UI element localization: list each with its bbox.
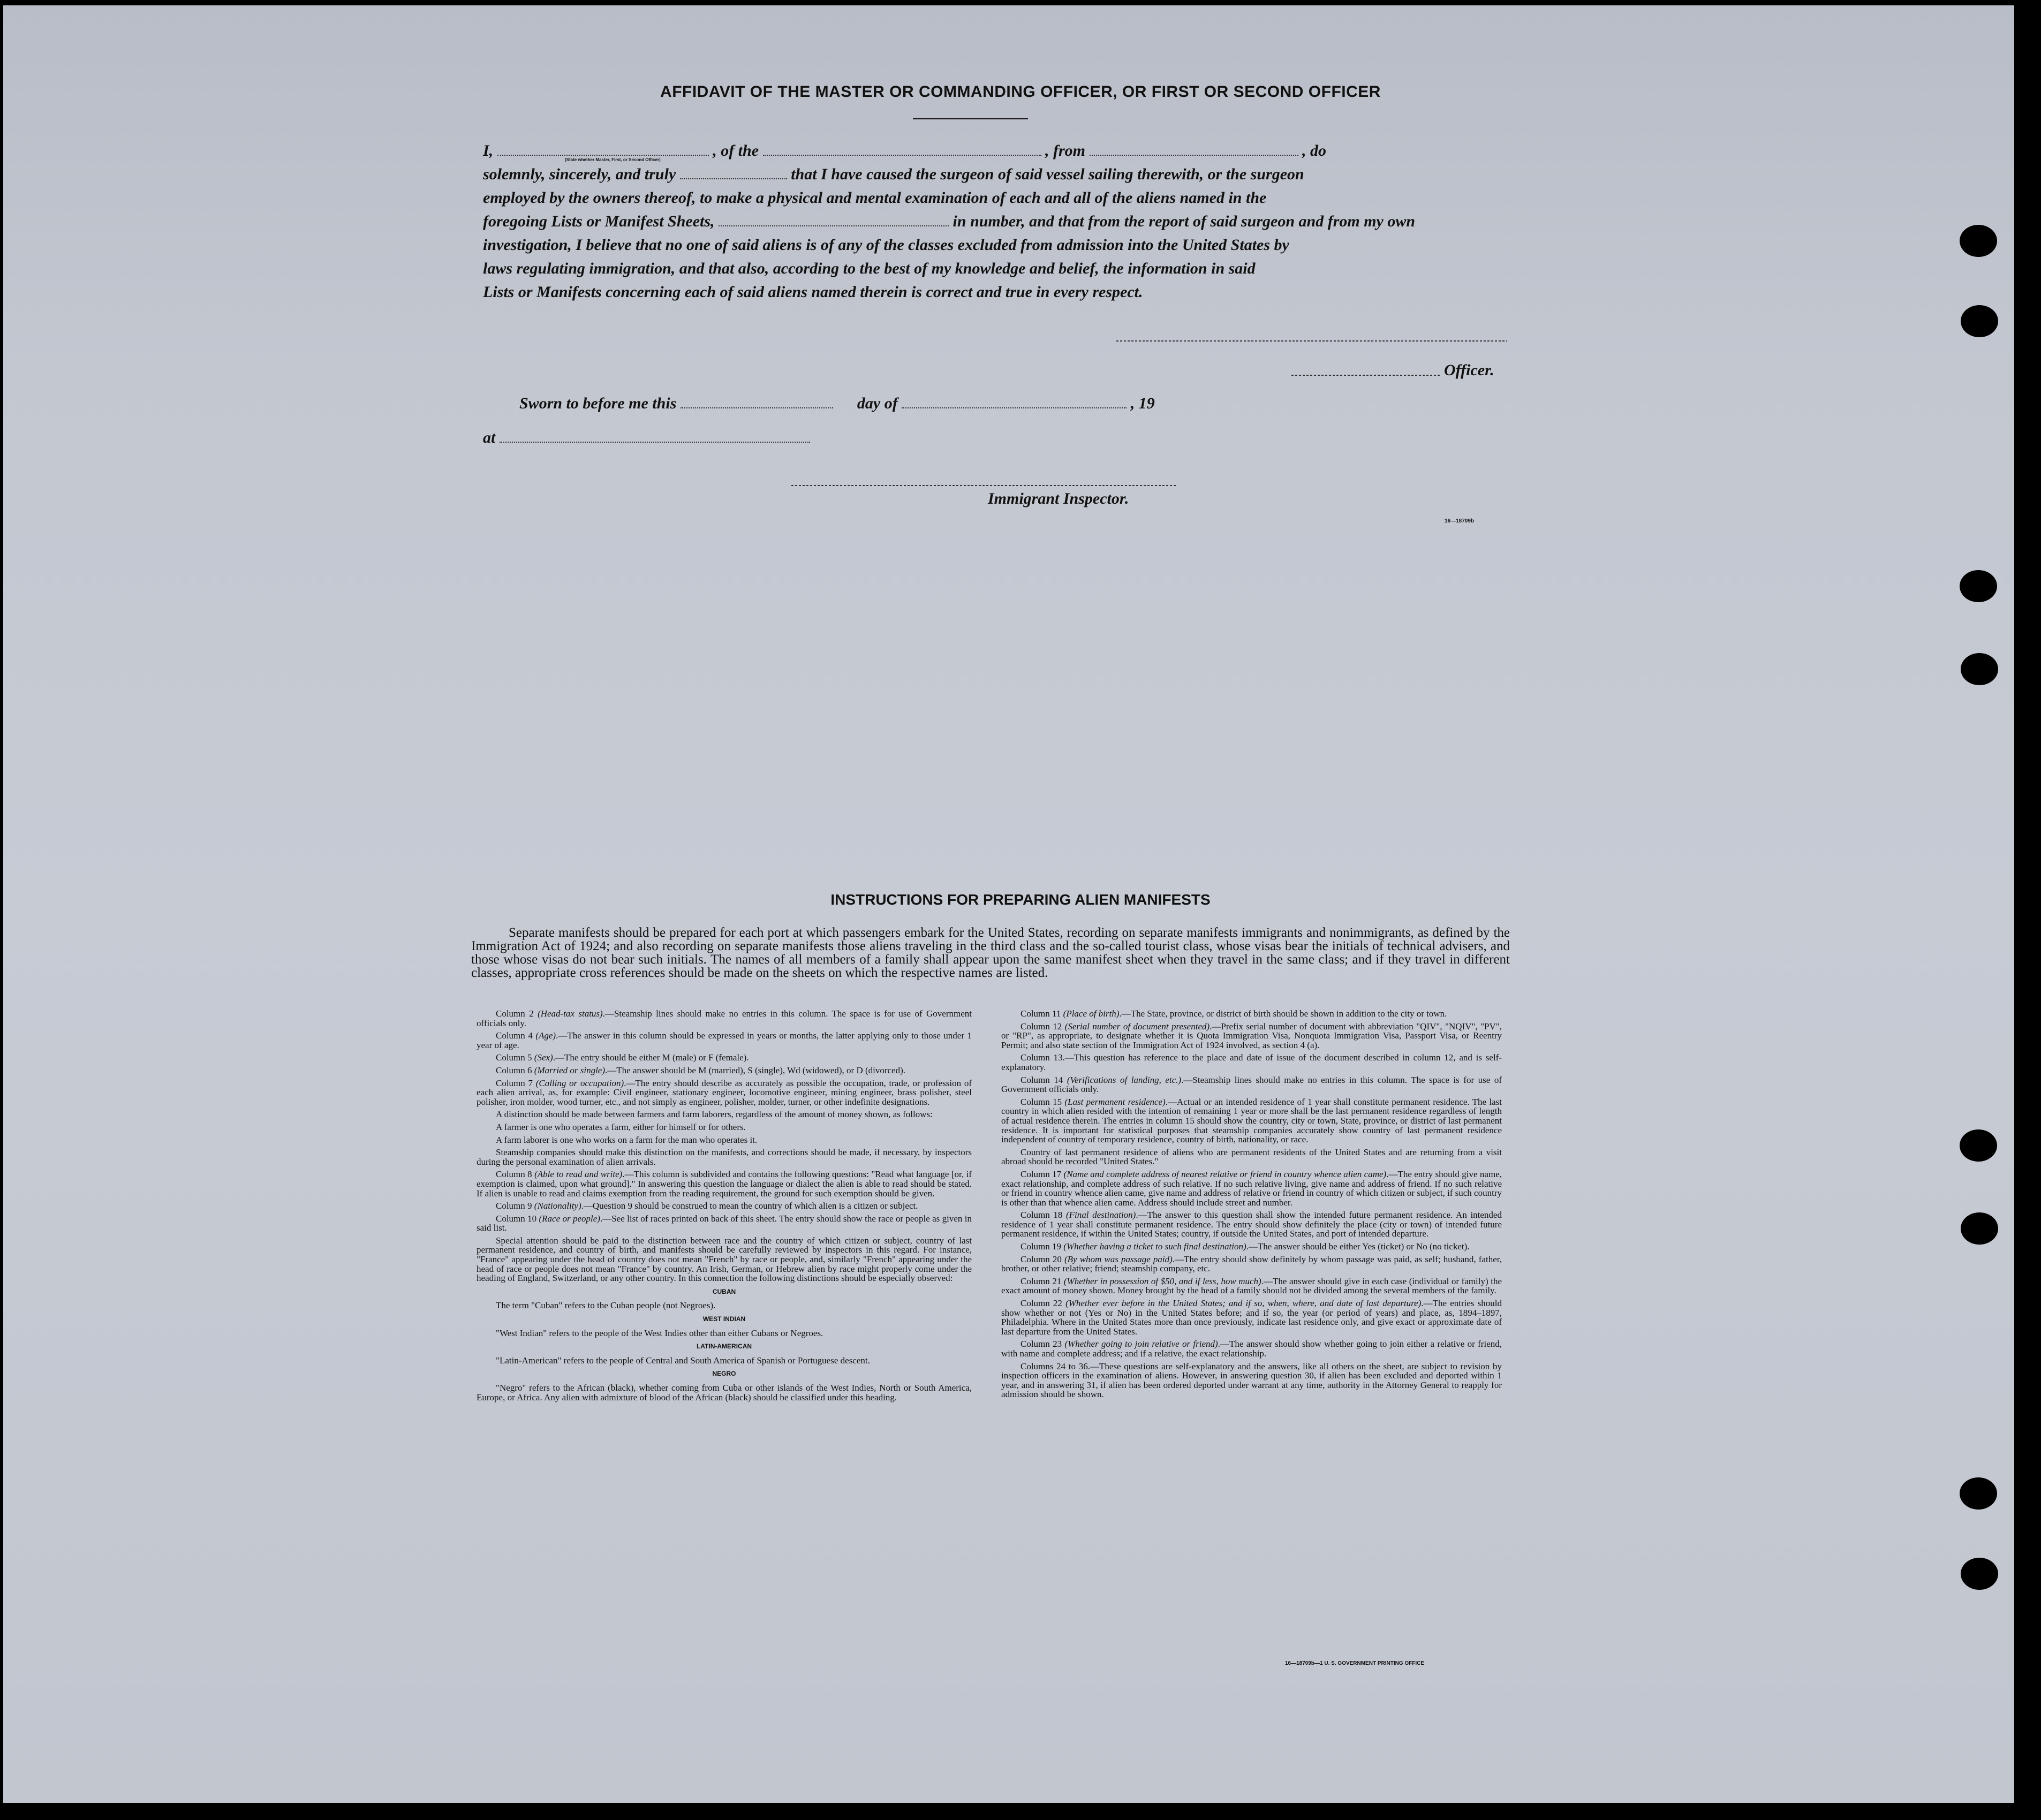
instruction-paragraph: "West Indian" refers to the people of the West Indies other than either Cubans or Negroes. [496, 1328, 823, 1338]
affidavit-of-the: , of the [713, 142, 759, 160]
affidavit-text: Sworn to before me this [519, 395, 677, 412]
affidavit-text: solemnly, sincerely, and truly [483, 165, 676, 183]
paragraph-heading: Column 6 (Married or single). [496, 1065, 608, 1075]
instruction-paragraph [1001, 1210, 1502, 1239]
instruction-paragraph [477, 1170, 972, 1198]
affidavit-line-6: laws regulating immigration, and that also, according to the best of my knowledge and belief, the information in said [483, 260, 1256, 277]
instruction-paragraph [1001, 1148, 1502, 1166]
instruction-paragraph [477, 1053, 972, 1063]
affidavit-text: day of [857, 395, 898, 412]
paragraph-text: —Actual or an intended residence of 1 year shall constitute permanent residence. The last country in which alien resided with the intention of remaining 1 year or more shall be the last permanent residence regardless of length of actual residence therein. The entries in column 15 should show the country, city or town, State, province, or district of last permanent residence. It is important for statistical purposes that steamship companies accurately show country of last permanent residence independent of country of temporary residence, country of birth, nationality, or race. [1001, 1096, 1502, 1145]
instruction-paragraph [477, 1066, 972, 1075]
vessel-name-blank [763, 142, 1041, 156]
at-place-blank [500, 429, 810, 443]
paragraph-text: A distinction should be made between farmers and farm laborers, regardless of the amount of money shown, as follows: [496, 1109, 933, 1120]
instructions-title: INSTRUCTIONS FOR PREPARING ALIEN MANIFESTS [830, 891, 1211, 908]
officer-rank-note: (State whether Master, First, or Second Officer) [565, 157, 661, 162]
instruction-paragraph [477, 1214, 972, 1233]
affidavit-i: I, [483, 142, 494, 160]
affidavit-line-4 [483, 210, 1511, 233]
instruction-paragraph [1001, 1053, 1502, 1072]
paragraph-text: —Question 9 should be construed to mean the country of which alien is a citizen or subject. [583, 1201, 918, 1211]
signature-line [1116, 340, 1507, 342]
affidavit-text: foregoing Lists or Manifest Sheets, [483, 213, 715, 230]
instruction-paragraph [1001, 1022, 1502, 1050]
paragraph-text: —These questions are self-explanatory and the answers, like all others on the sheet, are subject to revision by inspection officers in the examination of aliens. However, in answering question 30, if alien has been excluded and deported within 1 year, and in answering 31, if alien has been ordered deported under warrant at any time, authority in the Attorney General to reapply for admission should be shown. [1001, 1361, 1502, 1400]
officer-label: Officer. [1444, 361, 1494, 379]
paragraph-heading: Column 21 (Whether in possession of $50, and if less, how much). [1021, 1276, 1264, 1286]
instruction-paragraph: The term "Cuban" refers to the Cuban people (not Negroes). [496, 1300, 716, 1311]
binder-hole [1961, 305, 1998, 337]
instruction-paragraph [477, 1123, 972, 1132]
affidavit-text: , 19 [1130, 395, 1155, 412]
affidavit-title: AFFIDAVIT OF THE MASTER OR COMMANDING OFFICER, OR FIRST OR SECOND OFFICER [660, 83, 1381, 101]
instruction-paragraph [1001, 1170, 1502, 1207]
affidavit-line-2 [483, 163, 1511, 186]
paragraph-heading: Column 10 (Race or people). [496, 1213, 603, 1224]
paragraph-text: Steamship companies should make this distinction on the manifests, and corrections should be made, if necessary, by inspectors during the personal examination of alien arrivals. [477, 1147, 972, 1167]
intro-text: Separate manifests should be prepared for each port at which passengers embark for the United States, recording on separate manifests immigrants and nonimmigrants, as defined by the Immigration Act of 1924; and also recording on separate manifests those aliens traveling in the third class and the so-called tourist class, whose visas bear the initials of technical advisers, and those whose visas do not bear such initials. The names of all members of a family shall appear upon the same manifest sheet when they travel in the same class; and if they travel in different classes, appropriate cross references should be made on the sheets on which the respective names are listed. [471, 926, 1510, 980]
paragraph-text: —See list of races printed on back of this sheet. The entry should show the race or people as given in said list. [477, 1213, 972, 1233]
paragraph-heading: Column 18 (Final destination). [1021, 1210, 1138, 1220]
paragraph-text: —The answer should give in each case (individual or family) the exact amount of money shown. Money brought by the head of a family should not be divided among the several members of the family. [1001, 1276, 1502, 1296]
paragraph-heading: Column 2 (Head-tax status). [496, 1008, 605, 1019]
affidavit-do: , do [1302, 142, 1327, 160]
affidavit-from: , from [1045, 142, 1086, 160]
form-reference: 16—18709b [1445, 518, 1475, 524]
instruction-paragraph [1001, 1339, 1502, 1358]
paragraph-text: Country of last permanent residence of aliens who are permanent residents of the United States and are returning from a visit abroad should be recorded "United States." [1001, 1147, 1502, 1167]
subheading-cuban: CUBAN [712, 1287, 736, 1295]
inspector-label: Immigrant Inspector. [988, 490, 1129, 507]
instruction-paragraph: "Negro" refers to the African (black), whether coming from Cuba or other islands of the West Indies, North or South America, Europe, or Africa. Any alien with admixture of blood of the African (black) should be classified under this heading. [477, 1383, 972, 1402]
sworn-line [519, 392, 1215, 415]
paragraph-text: A farmer is one who operates a farm, either for himself or for others. [496, 1121, 746, 1132]
paragraph-heading: Column 5 (Sex). [496, 1052, 555, 1063]
inspector-signature-line [791, 485, 1177, 486]
paragraph-text: —Steamship lines should make no entries in this column. The space is for use of Government officials only. [477, 1008, 972, 1028]
paragraph-text: —This question has reference to the place and date of issue of the document described in column 12, and is self-explanatory. [1001, 1052, 1502, 1072]
instruction-paragraph [1001, 1075, 1502, 1094]
paragraph-heading: Column 7 (Calling or occupation). [496, 1078, 626, 1088]
instruction-paragraph [477, 1031, 972, 1050]
instructions-intro [471, 926, 1510, 980]
paragraph-text: —The answer in this column should be expressed in years or months, the latter applying only to those under 1 year of age. [477, 1030, 972, 1050]
instructions-left-column [477, 1009, 972, 1405]
paragraph-text: —The entries should show whether or not (Yes or No) in the United States before; and if so, the year (or period of years) and place, as, 1894–1897, Philadelphia. Where in the United States more than once previously, indicate last residence only, and give exact or approximate date of last departure from the United States. [1001, 1298, 1502, 1337]
instruction-paragraph [477, 1148, 972, 1166]
paragraph-heading: Column 8 (Able to read and write). [496, 1169, 625, 1180]
paragraph-heading: Column 4 (Age). [496, 1030, 558, 1041]
paragraph-heading: Column 22 (Whether ever before in the United States; and if so, when, where, and date of last departure). [1021, 1298, 1424, 1309]
instruction-paragraph [1001, 1362, 1502, 1399]
binder-hole [1960, 570, 1997, 602]
sheet-count-blank [719, 213, 949, 226]
subheading-latin-american: LATIN-AMERICAN [696, 1343, 752, 1351]
binder-hole [1961, 1212, 1998, 1245]
subheading-negro: NEGRO [712, 1370, 736, 1378]
instruction-paragraph [477, 1135, 972, 1145]
instruction-paragraph [477, 1110, 972, 1119]
binder-hole [1960, 225, 1997, 257]
subheading-west-indian: WEST INDIAN [702, 1315, 746, 1323]
paragraph-heading: Column 11 (Place of birth). [1021, 1008, 1122, 1019]
paragraph-text: —The answer should show whether going to join either a relative or friend, with name and complete address; and if a relative, the exact relationship. [1001, 1339, 1502, 1359]
affidavit-line-7: Lists or Manifests concerning each of said aliens named therein is correct and true in every respect. [483, 283, 1143, 301]
paragraph-text: —The answer should be either Yes (ticket) or No (no ticket). [1248, 1241, 1470, 1252]
instruction-paragraph [1001, 1009, 1502, 1019]
paragraph-text: Special attention should be paid to the distinction between race and the country of which citizen or subject, country of last permanent residence, and country of birth, and manifests should be carefully reviewed by inspectors in this regard. For instance, "France" appearing under the head of country does not mean "French" by race or people, and, similarly "French" appearing under the head of race or people does not mean "France" by country. An Irish, German, or Hebrew alien by race might properly come under the heading of England, Switzerland, or any other country. In this connection the following distinctions should be especially observed: [477, 1235, 972, 1284]
sworn-day-blank [681, 395, 833, 408]
instruction-paragraph [477, 1236, 972, 1283]
swear-blank [680, 165, 787, 179]
paragraph-text: —The entry should describe as accurately as possible the occupation, trade, or profession of each alien arrival, as, for example: Civil engineer, stationary engineer, locomotive engineer, mining engineer, brass polisher, steel polisher, iron molder, wood turner, etc., and not simply as engineer, polisher, molder, turner, or other indefinite designations. [477, 1078, 972, 1107]
affidavit-text: that I have caused the surgeon of said vessel sailing therewith, or the surgeon [791, 165, 1304, 183]
paragraph-heading: Column 14 (Verifications of landing, etc.). [1021, 1074, 1184, 1085]
title-underline [913, 118, 1028, 119]
officer-rank-blank [497, 142, 709, 156]
paragraph-heading: Column 15 (Last permanent residence). [1021, 1096, 1168, 1107]
paragraph-heading: Column 20 (By whom was passage paid). [1021, 1254, 1175, 1264]
paragraph-heading: Column 19 (Whether having a ticket to such final destination). [1021, 1241, 1249, 1252]
paragraph-heading: Column 13. [1021, 1052, 1065, 1063]
instruction-paragraph [1001, 1097, 1502, 1144]
at-line [483, 426, 858, 450]
instruction-paragraph [1001, 1299, 1502, 1336]
paragraph-heading: Column 23 (Whether going to join relative or friend). [1021, 1339, 1220, 1349]
affidavit-text: at [483, 429, 496, 446]
paragraph-text: —The State, province, or district of birth should be shown in addition to the city or town. [1121, 1008, 1447, 1019]
binder-hole [1960, 1477, 1997, 1510]
binder-hole [1961, 653, 1998, 685]
instruction-paragraph [477, 1079, 972, 1107]
binder-hole [1960, 1129, 1997, 1162]
paragraph-heading: Columns 24 to 36. [1021, 1361, 1090, 1371]
instruction-paragraph [1001, 1242, 1502, 1252]
affidavit-text: in number, and that from the report of said surgeon and from my own [953, 213, 1416, 230]
instruction-paragraph: "Latin-American" refers to the people of Central and South America of Spanish or Portuguese descent. [496, 1355, 870, 1366]
paragraph-text: —The entry should show definitely by whom passage was paid, as self; husband, father, brother, or other relative; friend; steamship company, etc. [1001, 1254, 1502, 1274]
affidavit-line-3: employed by the owners thereof, to make a physical and mental examination of each and all of the aliens named in the [483, 189, 1267, 207]
binder-hole [1961, 1558, 1998, 1590]
paragraph-text: A farm laborer is one who works on a farm for the man who operates it. [496, 1134, 758, 1145]
paragraph-heading: Column 17 (Name and complete address of nearest relative or friend in country whence alien came). [1021, 1169, 1389, 1179]
paragraph-text: —The answer should be M (married), S (single), Wd (widowed), or D (divorced). [607, 1065, 906, 1075]
sworn-month-blank [902, 395, 1127, 408]
affidavit-line-5: investigation, I believe that no one of said aliens is of any of the classes excluded from admission into the United States by [483, 236, 1289, 254]
paragraph-text: —Steamship lines should make no entries in this column. The space is for use of Government officials only. [1001, 1074, 1502, 1095]
instruction-paragraph [477, 1201, 972, 1211]
paragraph-text: —The entry should be either M (male) or F (female). [555, 1052, 749, 1063]
paragraph-heading: Column 9 (Nationality). [496, 1201, 584, 1211]
instruction-paragraph [477, 1009, 972, 1028]
paragraph-text: —The answer to this question shall show the intended future permanent residence. An intended residence of 1 year shall constitute permanent residence. The entry should show definitely the place (city or town) of intended future permanent residence, if within the United States; country, if outside the United States, and port of intended departure. [1001, 1210, 1502, 1239]
paragraph-text: —The entry should give name, exact relationship, and complete address of such relative. If no such relative living, give name and address of friend. If no such relative or friend in country whence alien came, give name and address of relative or friend in country of which citizen or subject, if such country is other than that whence alien came. Address should include street and number. [1001, 1169, 1502, 1208]
paragraph-text: —Prefix serial number of document with abbreviation "QIV", "NQIV", "PV", or "RP", as appropriate, to designate whether it is Quota Immigration Visa, Nonquota Immigration Visa, Passport Visa, or Reentry Permit; and also state section of the Immigration Act of 1924 involved, as section 4 (a). [1001, 1021, 1502, 1050]
paragraph-heading: Column 12 (Serial number of document presented). [1021, 1021, 1212, 1032]
officer-signature-line [1291, 375, 1441, 376]
instructions-right-column [1001, 1009, 1502, 1402]
instruction-paragraph [1001, 1277, 1502, 1295]
instruction-paragraph [1001, 1255, 1502, 1273]
printing-office-reference: 16—18709b—1 U. S. GOVERNMENT PRINTING OFFICE [1285, 1660, 1425, 1666]
paragraph-text: —This column is subdivided and contains the following questions: "Read what language [or, if exemption is claimed, upon what ground]." In answering this question the language or dialect the alien is able to read should be stated. If alien is unable to read and claims exemption from the reading requirement, the ground for such exemption should be given. [477, 1169, 972, 1199]
port-from-blank [1090, 142, 1298, 156]
